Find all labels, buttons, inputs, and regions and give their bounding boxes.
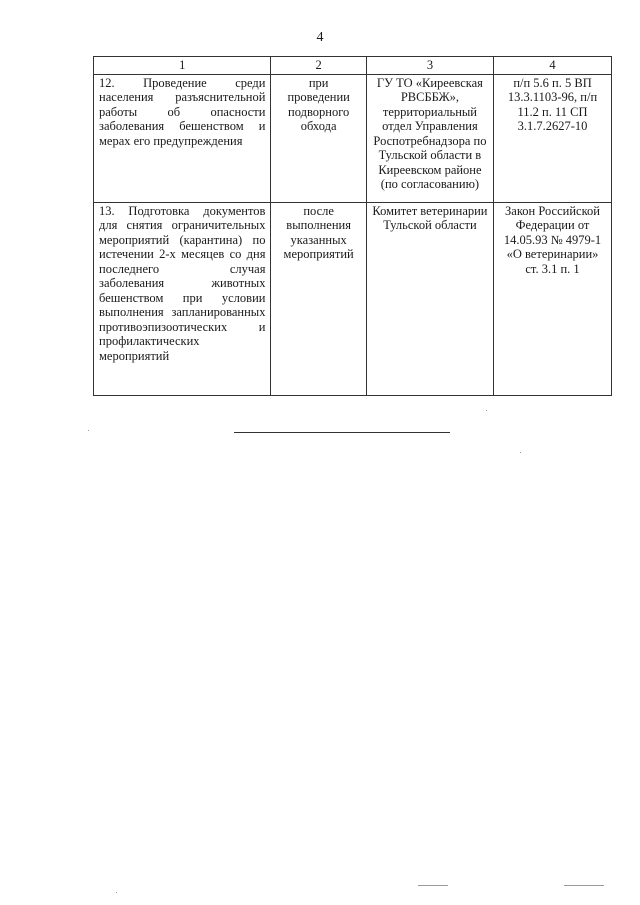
timing-cell: при проведении подворного обхода — [271, 74, 366, 202]
activity-cell: 12. Проведение среди населения разъяснительной работы об опасности заболевания бешенством и мерах его предупреждения — [94, 74, 271, 202]
measures-table — [93, 56, 612, 396]
page-number: 4 — [316, 30, 324, 45]
scan-speck — [520, 452, 521, 453]
timing-cell: после выполнения указанных мероприятий — [271, 202, 366, 395]
table-header-row — [94, 57, 612, 75]
table-row — [94, 202, 612, 395]
responsible-cell: ГУ ТО «Киреевская РВСББЖ», территориальный отдел Управления Роспотребнадзора по Тульской области в Киреевском районе (по согласованию) — [366, 74, 493, 202]
legal-basis-cell: п/п 5.6 п. 5 ВП 13.3.1103-96, п/п 11.2 п. 11 СП 3.1.7.2627-10 — [494, 74, 612, 202]
scan-speck — [418, 885, 448, 886]
responsible-cell: Комитет ветеринарии Тульской области — [366, 202, 493, 395]
column-header-2: 2 — [271, 57, 366, 75]
column-header-1: 1 — [94, 57, 271, 75]
scan-speck — [116, 892, 117, 893]
end-of-document-rule — [234, 432, 450, 433]
column-header-4: 4 — [494, 57, 612, 75]
scan-speck — [564, 885, 604, 886]
scan-speck — [486, 410, 487, 411]
activity-cell: 13. Подготовка документов для снятия ограничительных мероприятий (карантина) по истечении 2-х месяцев со дня последнего случая заболевания животных бешенством при условии выполнения запланированных противоэпизоотических и профилактических мероприятий — [94, 202, 271, 395]
scan-speck — [88, 430, 89, 431]
table-row — [94, 74, 612, 202]
legal-basis-cell: Закон Российской Федерации от 14.05.93 № 4979-1 «О ветеринарии» ст. 3.1 п. 1 — [494, 202, 612, 395]
column-header-3: 3 — [366, 57, 493, 75]
